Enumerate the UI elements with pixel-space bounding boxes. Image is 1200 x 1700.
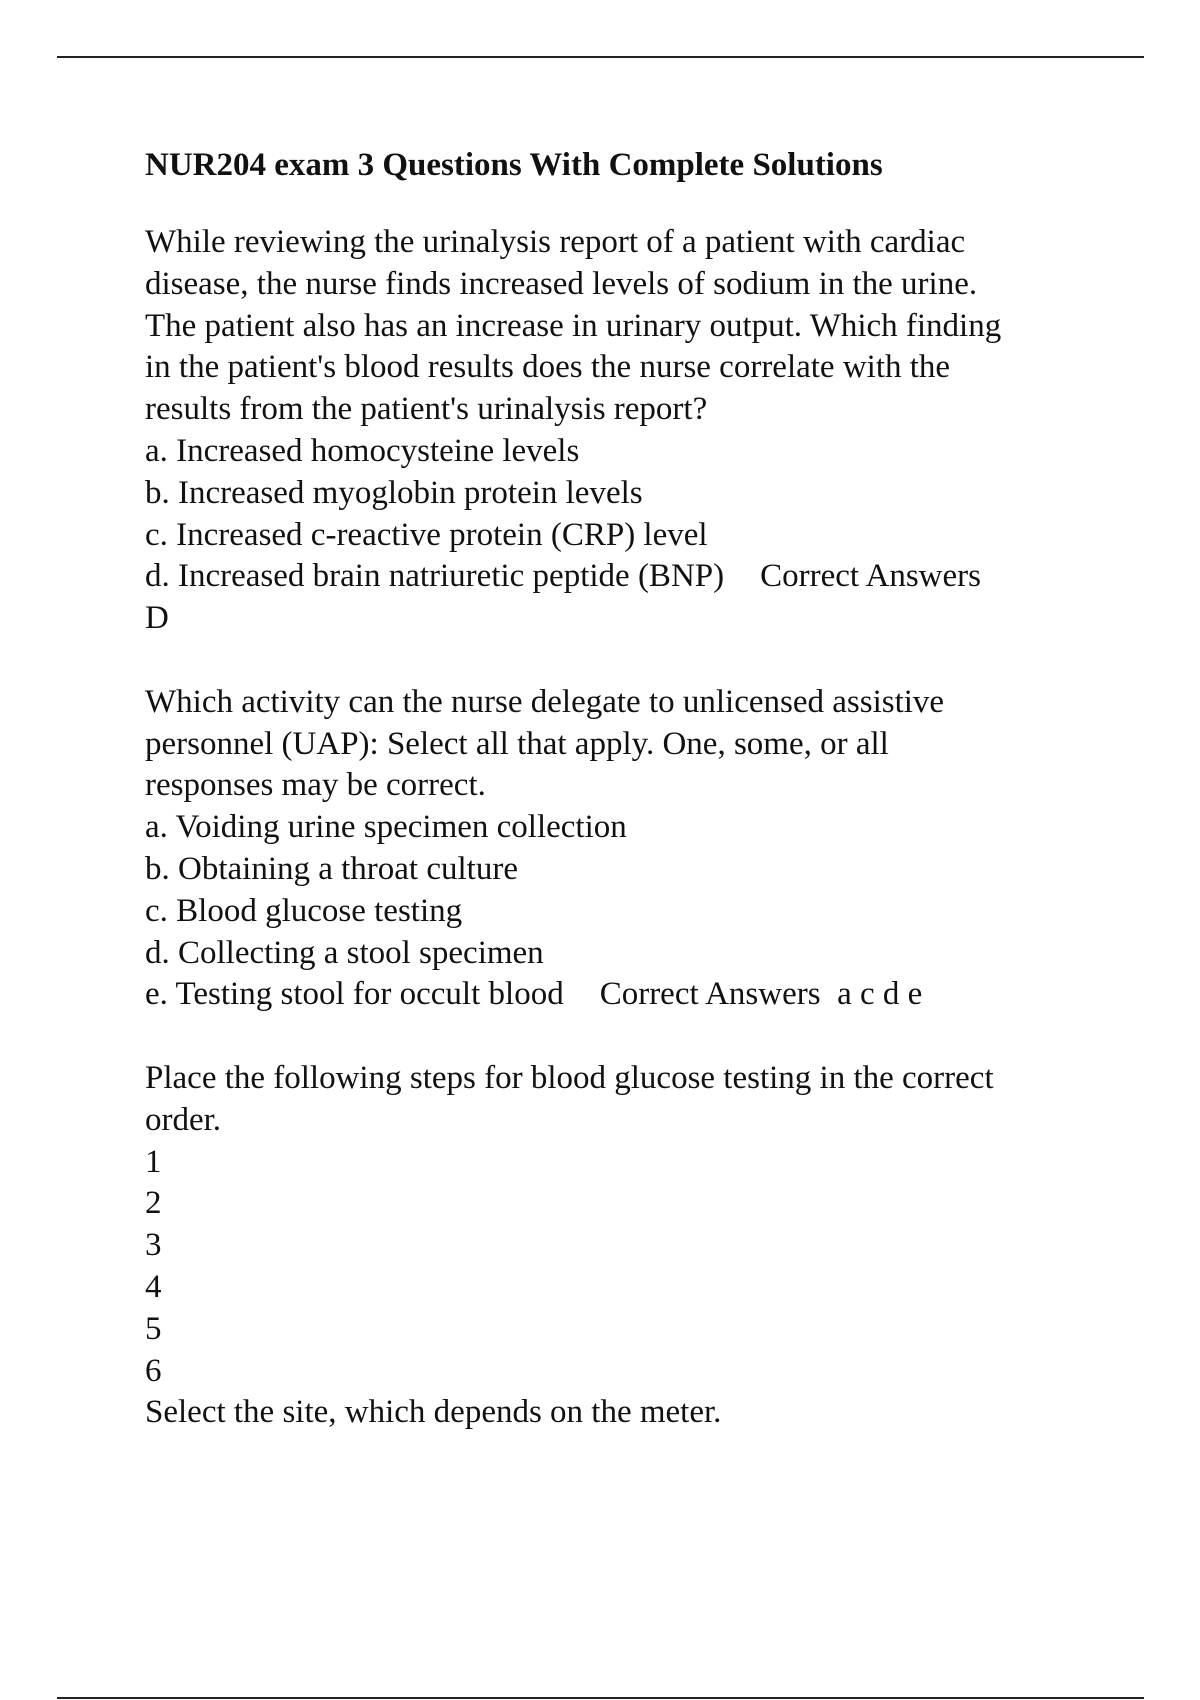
question-1-stem-line: The patient also has an increase in urinary output. Which finding <box>145 307 1002 344</box>
question-3 <box>145 1058 1125 1434</box>
question-2-option-b: b. Obtaining a throat culture <box>145 850 518 887</box>
question-1-answer-label: Correct Answers <box>760 558 981 595</box>
document-body <box>145 144 1125 1434</box>
question-3-step: 4 <box>145 1268 162 1305</box>
question-1-option-d-line <box>145 556 1125 598</box>
question-2-answer-value: a c d e <box>837 976 923 1013</box>
question-1 <box>145 222 1125 640</box>
question-1-stem-line: disease, the nurse finds increased levels of sodium in the urine. <box>145 265 978 302</box>
question-2-option-e: e. Testing stool for occult blood <box>145 976 564 1013</box>
question-2-option-c: c. Blood glucose testing <box>145 892 463 929</box>
question-1-option-c: c. Increased c-reactive protein (CRP) level <box>145 516 708 553</box>
question-1-option-d: d. Increased brain natriuretic peptide (BNP) <box>145 558 725 595</box>
question-2-option-a: a. Voiding urine specimen collection <box>145 809 627 846</box>
question-1-option-a: a. Increased homocysteine levels <box>145 432 580 469</box>
question-2-stem-line: responses may be correct. <box>145 767 486 804</box>
question-2-option-d: d. Collecting a stool specimen <box>145 934 544 971</box>
question-2-answer-label: Correct Answers <box>599 976 821 1013</box>
question-1-option-b: b. Increased myoglobin protein levels <box>145 474 643 511</box>
spacer <box>145 640 1125 682</box>
question-2-answer-spacer <box>821 976 838 1012</box>
question-2-option-e-line <box>145 974 1125 1016</box>
question-3-step: 1 <box>145 1143 162 1180</box>
question-3-stem-line: Place the following steps for blood glucose testing in the correct <box>145 1059 994 1096</box>
question-3-stem-line: order. <box>145 1101 222 1138</box>
question-1-stem-line: results from the patient's urinalysis report? <box>145 391 708 428</box>
question-1-stem-line: in the patient's blood results does the nurse correlate with the <box>145 349 951 386</box>
bottom-rule <box>57 1697 1144 1699</box>
question-3-step: 6 <box>145 1352 162 1389</box>
question-1-answer-value: D <box>145 600 169 637</box>
top-rule <box>57 56 1144 58</box>
question-2-stem-line: Which activity can the nurse delegate to unlicensed assistive <box>145 683 945 720</box>
question-3-step: 3 <box>145 1227 162 1264</box>
question-2 <box>145 682 1125 1016</box>
question-3-step: 2 <box>145 1185 162 1222</box>
question-2-stem-line: personnel (UAP): Select all that apply. One, some, or all <box>145 725 889 762</box>
question-1-stem-line: While reviewing the urinalysis report of a patient with cardiac <box>145 224 966 260</box>
document-title: NUR204 exam 3 Questions With Complete Solutions <box>145 147 883 183</box>
spacer <box>145 1016 1125 1058</box>
question-3-step-text: Select the site, which depends on the meter. <box>145 1394 722 1431</box>
question-3-step: 5 <box>145 1310 162 1347</box>
